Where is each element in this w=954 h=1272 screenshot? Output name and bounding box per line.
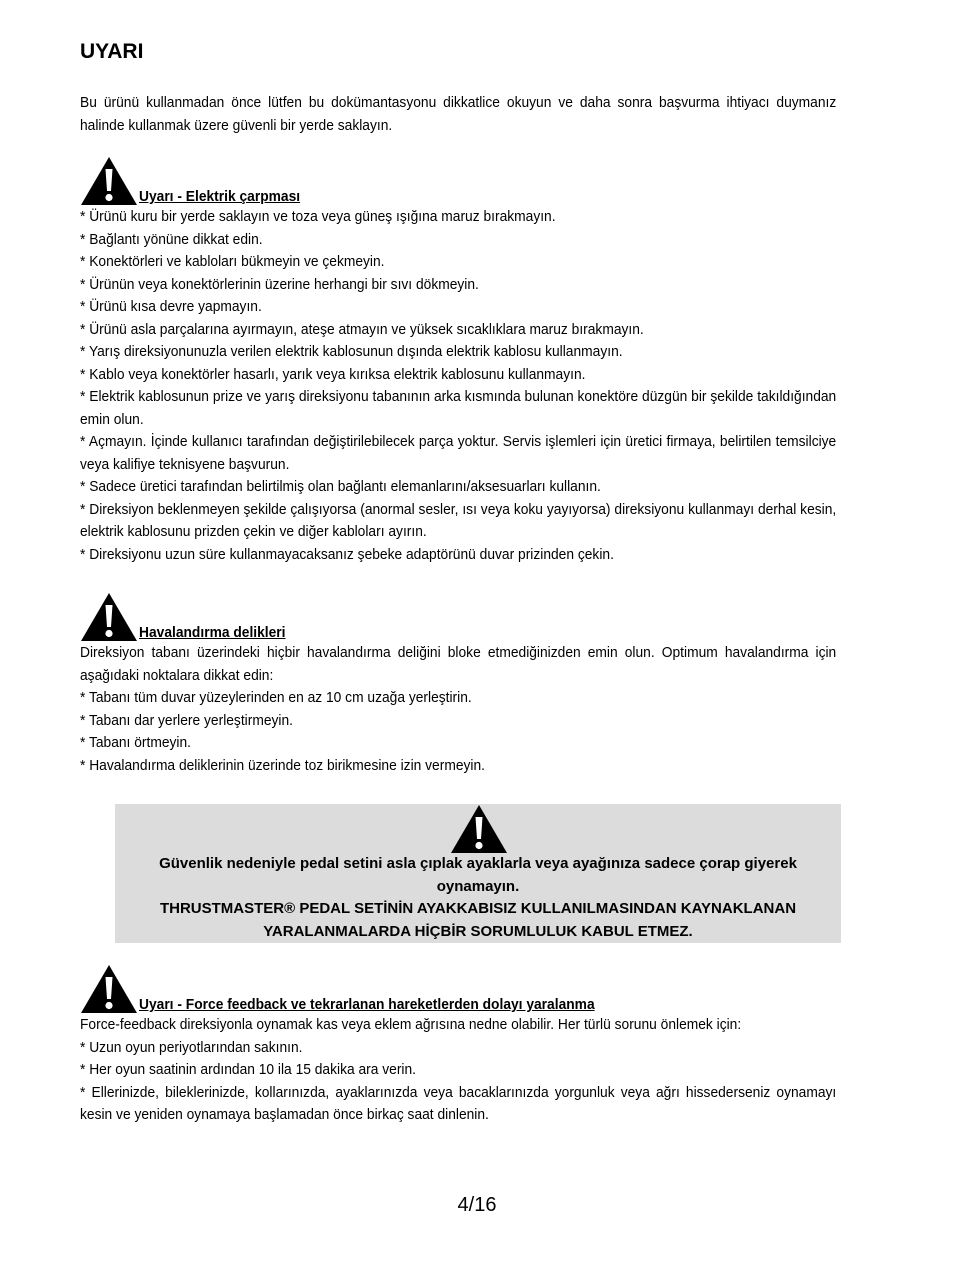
- list-item: * Tabanı dar yerlere yerleştirmeyin.: [80, 711, 293, 729]
- list-item: * Ürünü kısa devre yapmayın.: [80, 298, 262, 315]
- list-item: * Her oyun saatinin ardından 10 ila 15 dakika ara verin.: [80, 1061, 417, 1078]
- warning-list: [80, 206, 902, 566]
- warning-list: [80, 1037, 902, 1127]
- warning-list: [80, 687, 902, 777]
- section-electric-shock: [80, 156, 902, 566]
- intro-paragraph: Bu ürünü kullanmadan önce lütfen bu dokümantasyonu dikkatlice okuyun ve daha sonra başvurma ihtiyacı duymanız halinde kullanmak üzere güvenli bir yerde saklayın.: [80, 94, 837, 134]
- page-number: 4/16: [457, 1194, 497, 1216]
- list-item: * Uzun oyun periyotlarından sakının.: [80, 1038, 303, 1056]
- warning-triangle-icon: [450, 804, 508, 854]
- list-item: * Ürünü asla parçalarına ayırmayın, ateşe atmayın ve yüksek sıcaklıklara maruz bırakmayın.: [80, 320, 644, 338]
- list-item: * Ürünün veya konektörlerinin üzerine herhangi bir sıvı dökmeyin.: [80, 275, 479, 293]
- section-heading: Havalandırma delikleri: [139, 624, 286, 641]
- section-heading: Uyarı - Elektrik çarpması: [139, 188, 301, 205]
- list-item: * Elektrik kablosunun prize ve yarış direksiyonu tabanının arka kısmında bulunan konektöre düzgün bir şekilde takıldığından emin olun.: [80, 388, 837, 428]
- section-intro: Direksiyon tabanı üzerindeki hiçbir havalandırma deliğini bloke etmediğinizden emin olun. Optimum havalandırma için aşağıdaki noktalara dikkat edin:: [80, 644, 837, 684]
- list-item: * Bağlantı yönüne dikkat edin.: [80, 230, 263, 248]
- section-heading-row: [80, 964, 902, 1014]
- warning-triangle-icon: [80, 964, 138, 1014]
- list-item: * Ellerinizde, bileklerinizde, kollarınızda, ayaklarınızda veya bacaklarınızda yorgunluk veya ağrı hissederseniz oynamayı kesin ve yeniden oynamaya başlamadan önce birkaç saat dinlenin.: [80, 1083, 837, 1123]
- section-force-feedback: [80, 964, 902, 1127]
- list-item: * Tabanı tüm duvar yüzeylerinden en az 10 cm uzağa yerleştirin.: [80, 689, 472, 706]
- section-ventilation: [80, 592, 902, 777]
- section-heading-row: [80, 592, 902, 642]
- list-item: * Direksiyon beklenmeyen şekilde çalışıyorsa (anormal sesler, ısı veya koku yayıyorsa) direksiyonu kullanmayı derhal kesin, elektrik kablosunu prizden çekin ve diğer kabloları ayırın.: [80, 500, 837, 540]
- list-item: * Yarış direksiyonunuzla verilen elektrik kablosunun dışında elektrik kablosu kullanmayın.: [80, 343, 623, 360]
- warning-triangle-icon: [80, 156, 138, 206]
- notice-line-caps: THRUSTMASTER® PEDAL SETİNİN AYAKKABISIZ KULLANILMASINDAN KAYNAKLANAN YARALANMALARDA HİÇBİR SORUMLULUK KABUL ETMEZ.: [159, 900, 797, 940]
- list-item: * Konektörleri ve kabloları bükmeyin ve çekmeyin.: [80, 253, 385, 270]
- section-heading: Uyarı - Force feedback ve tekrarlanan hareketlerden dolayı yaralanma: [139, 996, 595, 1013]
- section-intro: Force-feedback direksiyonla oynamak kas veya eklem ağrısına nedne olabilir. Her türlü sorunu önlemek için:: [80, 1016, 742, 1033]
- notice-text: [115, 853, 841, 943]
- list-item: * Havalandırma deliklerinin üzerinde toz birikmesine izin vermeyin.: [80, 756, 485, 774]
- section-heading-row: [80, 156, 902, 206]
- safety-notice-box: [115, 804, 841, 943]
- list-item: * Tabanı örtmeyin.: [80, 734, 191, 751]
- list-item: * Açmayın. İçinde kullanıcı tarafından değiştirilebilecek parça yoktur. Servis işlemleri için üretici firmaya, belirtilen temsilciye veya kalifiye teknisyene başvurun.: [80, 433, 837, 473]
- list-item: * Ürünü kuru bir yerde saklayın ve toza veya güneş ışığına maruz bırakmayın.: [80, 208, 556, 225]
- notice-line: Güvenlik nedeniyle pedal setini asla çıplak ayaklarla veya ayağınıza sadece çorap giyerek oynamayın.: [159, 855, 797, 895]
- list-item: * Direksiyonu uzun süre kullanmayacaksanız şebeke adaptörünü duvar prizinden çekin.: [80, 545, 614, 563]
- warning-triangle-icon: [80, 592, 138, 642]
- list-item: * Kablo veya konektörler hasarlı, yarık veya kırıksa elektrik kablosunu kullanmayın.: [80, 365, 586, 383]
- page-title: UYARI: [80, 40, 144, 63]
- list-item: * Sadece üretici tarafından belirtilmiş olan bağlantı elemanlarını/aksesuarları kullanın.: [80, 478, 601, 495]
